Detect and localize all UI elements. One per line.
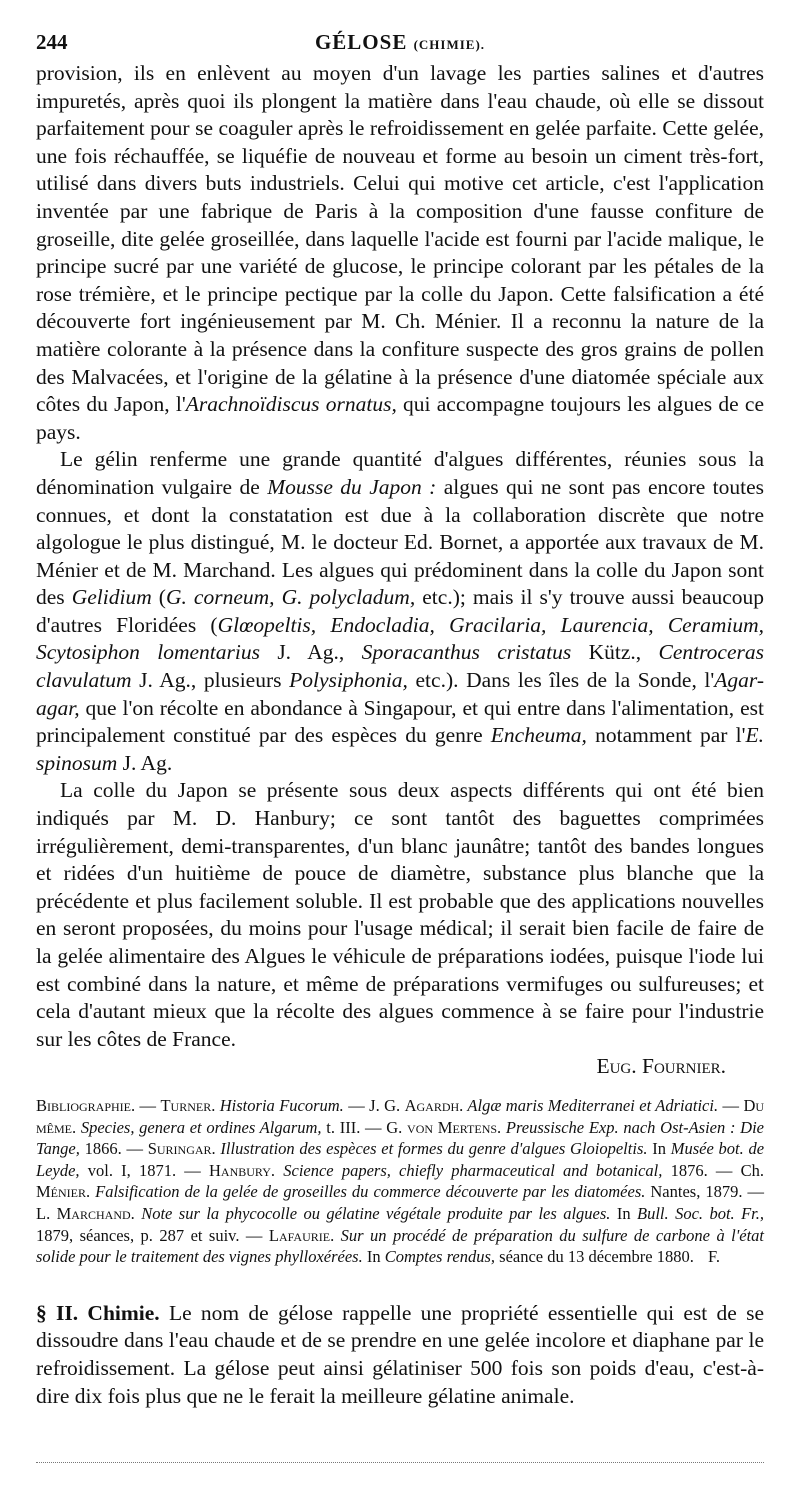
- running-header: [36, 28, 764, 60]
- page-number: 244: [36, 30, 68, 54]
- taxon-name: Arachnoïdiscus ornatus,: [185, 392, 397, 417]
- running-title-main: GÉLOSE: [314, 30, 408, 54]
- article-body: [36, 60, 764, 1081]
- section-chimie: [36, 1300, 764, 1410]
- running-title-subject: (CHIMIE).: [413, 37, 486, 52]
- section-heading: Chimie.: [87, 1300, 160, 1325]
- paragraph-continued: provision, ils en enlèvent au moyen d'un lavage les parties salines et d'autres impuretés, après quoi ils plongent la matière dans l'eau chaude, où elle se dissout parfaitement pour se coaguler après le refroidissement en gelée parfaite. Cette gelée, une fois réchauffée, se liquéfie de nouveau et forme au besoin un ciment très-fort, utilisé dans divers buts industriels. Celui qui motive cet article, c'est l'application inventée par une fabrique de Paris à la composition d'une fausse confiture de groseille, dite gelée groseillée, dans laquelle l'acide est fourni par l'acide malique, le principe sucré par une variété de glucose, le principe colorant par les pétales de la rose trémière, et le principe pectique par la colle du Japon. Cette falsification a été découverte fort ingénieusement par M. Ch. Ménier. Il a reconnu la nature de la matière colorante à la présence dans la confiture suspecte des gros grains de pollen des Malvacées, et l'origine de la gélatine à la présence d'une diatomée spéciale aux côtes du Japon, l'Arachnoïdiscus ornatus, qui accompagne toujours les algues de ce pays.: [36, 61, 764, 444]
- bibliography-signature: F.: [708, 1247, 720, 1267]
- running-title: [36, 30, 764, 55]
- footer-rule: [36, 1462, 764, 1463]
- section-text: Le nom de gélose rappelle une propriété essentielle qui est de se dissoudre dans l'eau chaude et de se prendre en une gelée incolore et diaphane par le refroidissement. La gélose peut ainsi gélatiniser 500 fois son poids d'eau, c'est-à-dire dix fois plus que ne le ferait la meilleure gélatine animale.: [36, 1300, 765, 1408]
- author-signature: Eug. Fournier.: [596, 1054, 726, 1079]
- section-number: § II.: [36, 1300, 79, 1325]
- paragraph-colle-du-japon: La colle du Japon se présente sous deux aspects différents qui ont été bien indiqués par M. D. Hanbury; ce sont tantôt des baguettes comprimées irrégulièrement, demi-transparentes, d'un blanc jaunâtre; tantôt des bandes longues et ridées d'un huitième de pouce de diamètre, substance plus blanche que la précédente et plus facilement soluble. Il est probable que des applications nouvelles en seront proposées, du moins pour l'usage médical; il serait bien facile de faire de la gelée alimentaire des Algues le véhicule de préparations iodées, puisque l'iode lui est combiné dans la nature, et même de préparations vermifuges ou sulfureuses; et cela d'autant mieux que la récolte des algues commence à se faire pour l'industrie sur les côtes de France.: [36, 778, 764, 1051]
- bibliography: Bibliographie. — Turner. Historia Fucorum. — J. G. Agardh. Algæ maris Mediterranei et Adriatici. — Du même. Species, genera et ordines Algarum, t. III. — G. von Mertens. Preussische Exp. nach Ost-Asien : Die Tange, 1866. — Suringar. Illustration des espèces et formes du genre d'algues Gloiopeltis. In Musée bot. de Leyde, vol. I, 1871. — Hanbury. Science papers, chiefly pharmaceutical and botanical, 1876. — Ch. Ménier. Falsification de la gelée de groseilles du commerce découverte par les diatomées. Nantes, 1879. — L. Marchand. Note sur la phycocolle ou gélatine végétale produite par les algues. In Bull. Soc. bot. Fr., 1879, séances, p. 287 et suiv. — Lafaurie. Sur un procédé de préparation du sulfure de carbone à l'état solide pour le traitement des vignes phylloxérées. In Comptes rendus, séance du 13 décembre 1880. F.: [36, 1095, 765, 1267]
- paragraph-gelin: Le gélin renferme une grande quantité d'algues différentes, réunies sous la dénomination vulgaire de Mousse du Japon : algues qui ne sont pas encore toutes connues, et dont la constatation est due à la collaboration discrète que notre algologue le plus distingué, M. le docteur Ed. Bornet, a apportée aux travaux de M. Ménier et de M. Marchand. Les algues qui prédominent dans la colle du Japon sont des Gelidium (G. corneum, G. polycladum, etc.); mais il s'y trouve aussi beaucoup d'autres Floridées (Glœopeltis, Endocladia, Gracilaria, Laurencia, Ceramium, Scytosiphon lomentarius J. Ag., Sporacanthus cristatus Kütz., Centroceras clavulatum J. Ag., plusieurs Polysiphonia, etc.). Dans les îles de la Sonde, l'Agar-agar, que l'on récolte en abondance à Singapour, et qui entre dans l'alimentation, est principalement constitué par des espèces du genre Encheuma, notamment par l'E. spinosum J. Ag.: [36, 447, 765, 775]
- bibliography-label: Bibliographie.: [36, 1095, 136, 1115]
